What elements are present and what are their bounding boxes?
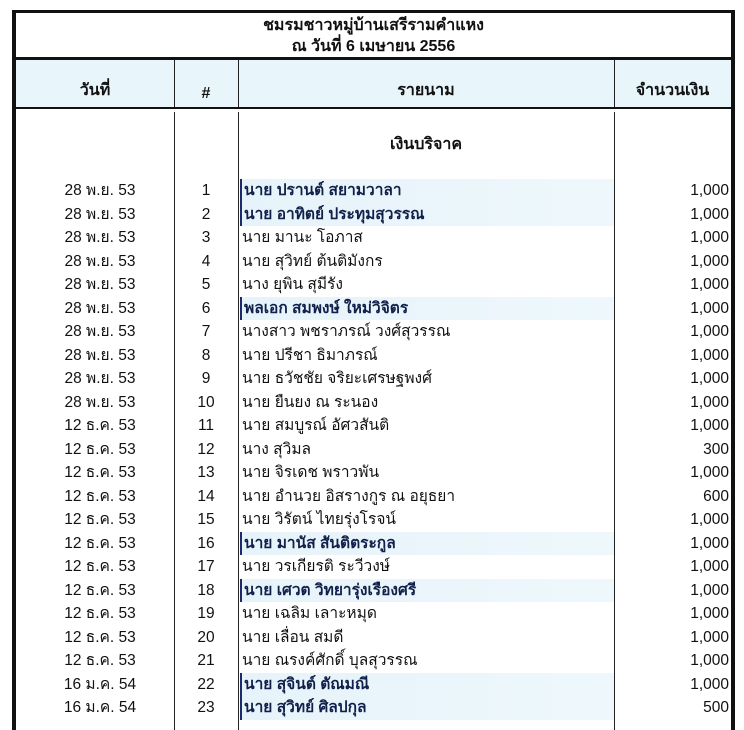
name-cell: นาย สุวิทย์ ศิลปกุล bbox=[240, 696, 614, 720]
amount-cell: 1,000 bbox=[690, 511, 729, 528]
amount-cell: 1,000 bbox=[690, 464, 729, 481]
number-cell: 13 bbox=[197, 464, 215, 481]
date-cell: 28 พ.ย. 53 bbox=[64, 299, 136, 317]
section-title: เงินบริจาค bbox=[389, 136, 463, 153]
number-cell: 9 bbox=[201, 370, 211, 387]
donor-rows bbox=[16, 179, 731, 720]
number-cell: 17 bbox=[197, 558, 215, 575]
amount-cell: 1,000 bbox=[690, 205, 729, 223]
date-cell: 28 พ.ย. 53 bbox=[64, 252, 136, 270]
date-cell: 12 ธ.ค. 53 bbox=[64, 511, 136, 528]
name-cell: พลเอก สมพงษ์ ใหม่วิจิตร bbox=[240, 297, 614, 321]
number-cell: 22 bbox=[197, 675, 215, 693]
table-row bbox=[16, 555, 731, 579]
amount-cell: 1,000 bbox=[690, 252, 729, 270]
date-cell: 28 พ.ย. 53 bbox=[64, 229, 136, 246]
number-cell: 21 bbox=[197, 652, 215, 669]
amount-cell: 1,000 bbox=[690, 417, 729, 434]
number-cell: 3 bbox=[201, 229, 211, 246]
date-cell: 12 ธ.ค. 53 bbox=[64, 440, 136, 458]
column-header-amount: จำนวนเงิน bbox=[635, 82, 710, 99]
number-cell: 11 bbox=[197, 417, 215, 434]
number-cell: 20 bbox=[197, 628, 215, 646]
number-cell: 5 bbox=[201, 276, 211, 293]
column-header-date: วันที่ bbox=[79, 82, 111, 99]
sheet-date: ณ วันที่ 6 เมษายน 2556 bbox=[291, 38, 456, 55]
amount-cell: 1,000 bbox=[690, 323, 729, 340]
table-row bbox=[16, 367, 731, 391]
amount-cell: 1,000 bbox=[690, 534, 729, 552]
table-row bbox=[16, 673, 731, 697]
sheet-title: ชมรมชาวหมู่บ้านเสรีรามคำแหง bbox=[263, 17, 484, 34]
date-cell: 12 ธ.ค. 53 bbox=[64, 464, 136, 481]
number-cell: 14 bbox=[197, 487, 215, 505]
table-row bbox=[16, 297, 731, 321]
table-row bbox=[16, 391, 731, 415]
date-cell: 28 พ.ย. 53 bbox=[64, 323, 136, 340]
table-row bbox=[16, 485, 731, 509]
date-cell: 28 พ.ย. 53 bbox=[64, 205, 136, 223]
date-cell: 16 ม.ค. 54 bbox=[63, 699, 137, 716]
name-cell: นาย ยืนยง ณ ระนอง bbox=[242, 393, 379, 411]
name-cell: นาย ปรีชา ธิมาภรณ์ bbox=[242, 346, 378, 364]
table-body bbox=[16, 112, 731, 730]
amount-cell: 1,000 bbox=[690, 229, 729, 246]
date-cell: 12 ธ.ค. 53 bbox=[64, 487, 136, 505]
number-cell: 10 bbox=[197, 393, 215, 411]
date-cell: 12 ธ.ค. 53 bbox=[64, 605, 136, 622]
date-cell: 28 พ.ย. 53 bbox=[64, 393, 136, 411]
name-cell: นาย ปรานต์ สยามวาลา bbox=[240, 179, 614, 203]
name-cell: นาย เฉลิม เลาะหมุด bbox=[242, 605, 377, 622]
number-cell: 7 bbox=[201, 323, 211, 340]
number-cell: 12 bbox=[197, 440, 215, 458]
name-cell: นาง ยุพิน สุมีรัง bbox=[242, 276, 343, 293]
table-row bbox=[16, 179, 731, 203]
number-cell: 23 bbox=[197, 699, 215, 716]
date-cell: 12 ธ.ค. 53 bbox=[64, 534, 136, 552]
table-row bbox=[16, 696, 731, 720]
number-cell: 2 bbox=[201, 205, 211, 223]
date-cell: 12 ธ.ค. 53 bbox=[64, 558, 136, 575]
number-cell: 19 bbox=[197, 605, 215, 622]
number-cell: 1 bbox=[201, 182, 211, 199]
date-cell: 12 ธ.ค. 53 bbox=[64, 628, 136, 646]
amount-cell: 600 bbox=[703, 487, 729, 505]
number-cell: 4 bbox=[201, 252, 211, 270]
name-cell: นาย มานัส สันติตระกูล bbox=[240, 532, 614, 556]
column-divider bbox=[174, 60, 175, 107]
name-cell: นาย สุจินต์ ตัณมณี bbox=[240, 673, 614, 697]
table-row bbox=[16, 273, 731, 297]
amount-cell: 1,000 bbox=[690, 558, 729, 575]
number-cell: 6 bbox=[201, 299, 211, 317]
amount-cell: 1,000 bbox=[690, 675, 729, 693]
amount-cell: 1,000 bbox=[690, 276, 729, 293]
table-row bbox=[16, 250, 731, 274]
amount-cell: 500 bbox=[703, 699, 729, 716]
name-cell: นาย มานะ โอภาส bbox=[242, 229, 363, 246]
name-cell: นาย เศวต วิทยารุ่งเรืองศรี bbox=[240, 579, 614, 603]
name-cell: นาย วิรัตน์ ไทยรุ่งโรจน์ bbox=[242, 511, 397, 528]
table-row bbox=[16, 626, 731, 650]
table-row bbox=[16, 414, 731, 438]
donation-sheet bbox=[12, 10, 735, 730]
date-cell: 12 ธ.ค. 53 bbox=[64, 652, 136, 669]
number-cell: 16 bbox=[197, 534, 215, 552]
column-divider bbox=[614, 60, 615, 107]
amount-cell: 1,000 bbox=[690, 182, 729, 199]
name-cell: นางสาว พชราภรณ์ วงศ์สุวรรณ bbox=[242, 323, 451, 340]
name-cell: นาย สุวิทย์ ต้นติมังกร bbox=[242, 252, 383, 270]
table-row bbox=[16, 602, 731, 626]
date-cell: 28 พ.ย. 53 bbox=[64, 346, 136, 364]
column-header-number: # bbox=[201, 85, 211, 102]
date-cell: 28 พ.ย. 53 bbox=[64, 182, 136, 199]
amount-cell: 1,000 bbox=[690, 581, 729, 599]
name-cell: นาย อาทิตย์ ประทุมสุวรรณ bbox=[240, 203, 614, 227]
amount-cell: 300 bbox=[703, 440, 729, 458]
number-cell: 15 bbox=[197, 511, 215, 528]
name-cell: นาย สมบูรณ์ อัศวสันติ bbox=[242, 417, 390, 434]
date-cell: 12 ธ.ค. 53 bbox=[64, 581, 136, 599]
amount-cell: 1,000 bbox=[690, 605, 729, 622]
sheet-title-block bbox=[16, 13, 731, 60]
table-row bbox=[16, 649, 731, 673]
amount-cell: 1,000 bbox=[690, 299, 729, 317]
number-cell: 18 bbox=[197, 581, 215, 599]
amount-cell: 1,000 bbox=[690, 628, 729, 646]
table-row bbox=[16, 320, 731, 344]
name-cell: นาง สุวิมล bbox=[242, 440, 312, 458]
table-row bbox=[16, 508, 731, 532]
number-cell: 8 bbox=[201, 346, 211, 364]
date-cell: 12 ธ.ค. 53 bbox=[64, 417, 136, 434]
date-cell: 28 พ.ย. 53 bbox=[64, 276, 136, 293]
table-row bbox=[16, 532, 731, 556]
date-cell: 28 พ.ย. 53 bbox=[64, 370, 136, 387]
name-cell: นาย เลื่อน สมดี bbox=[242, 628, 344, 646]
amount-cell: 1,000 bbox=[690, 393, 729, 411]
table-row bbox=[16, 579, 731, 603]
name-cell: นาย อำนวย อิสรางกูร ณ อยุธยา bbox=[242, 487, 456, 505]
amount-cell: 1,000 bbox=[690, 652, 729, 669]
date-cell: 16 ม.ค. 54 bbox=[63, 675, 137, 693]
table-row bbox=[16, 226, 731, 250]
name-cell: นาย วรเกียรติ ระวีวงษ์ bbox=[242, 558, 391, 575]
name-cell: นาย จิรเดช พราวพัน bbox=[242, 464, 380, 481]
table-row bbox=[16, 344, 731, 368]
column-header-name: รายนาม bbox=[397, 82, 455, 99]
name-cell: นาย ณรงค์ศักดิ์ บุลสุวรรณ bbox=[242, 652, 418, 669]
amount-cell: 1,000 bbox=[690, 346, 729, 364]
name-cell: นาย ธวัชชัย จริยะเศรษฐพงศ์ bbox=[242, 370, 432, 387]
table-row bbox=[16, 461, 731, 485]
table-row bbox=[16, 203, 731, 227]
table-row bbox=[16, 438, 731, 462]
column-header-row bbox=[16, 60, 731, 109]
column-divider bbox=[238, 60, 239, 107]
amount-cell: 1,000 bbox=[690, 370, 729, 387]
